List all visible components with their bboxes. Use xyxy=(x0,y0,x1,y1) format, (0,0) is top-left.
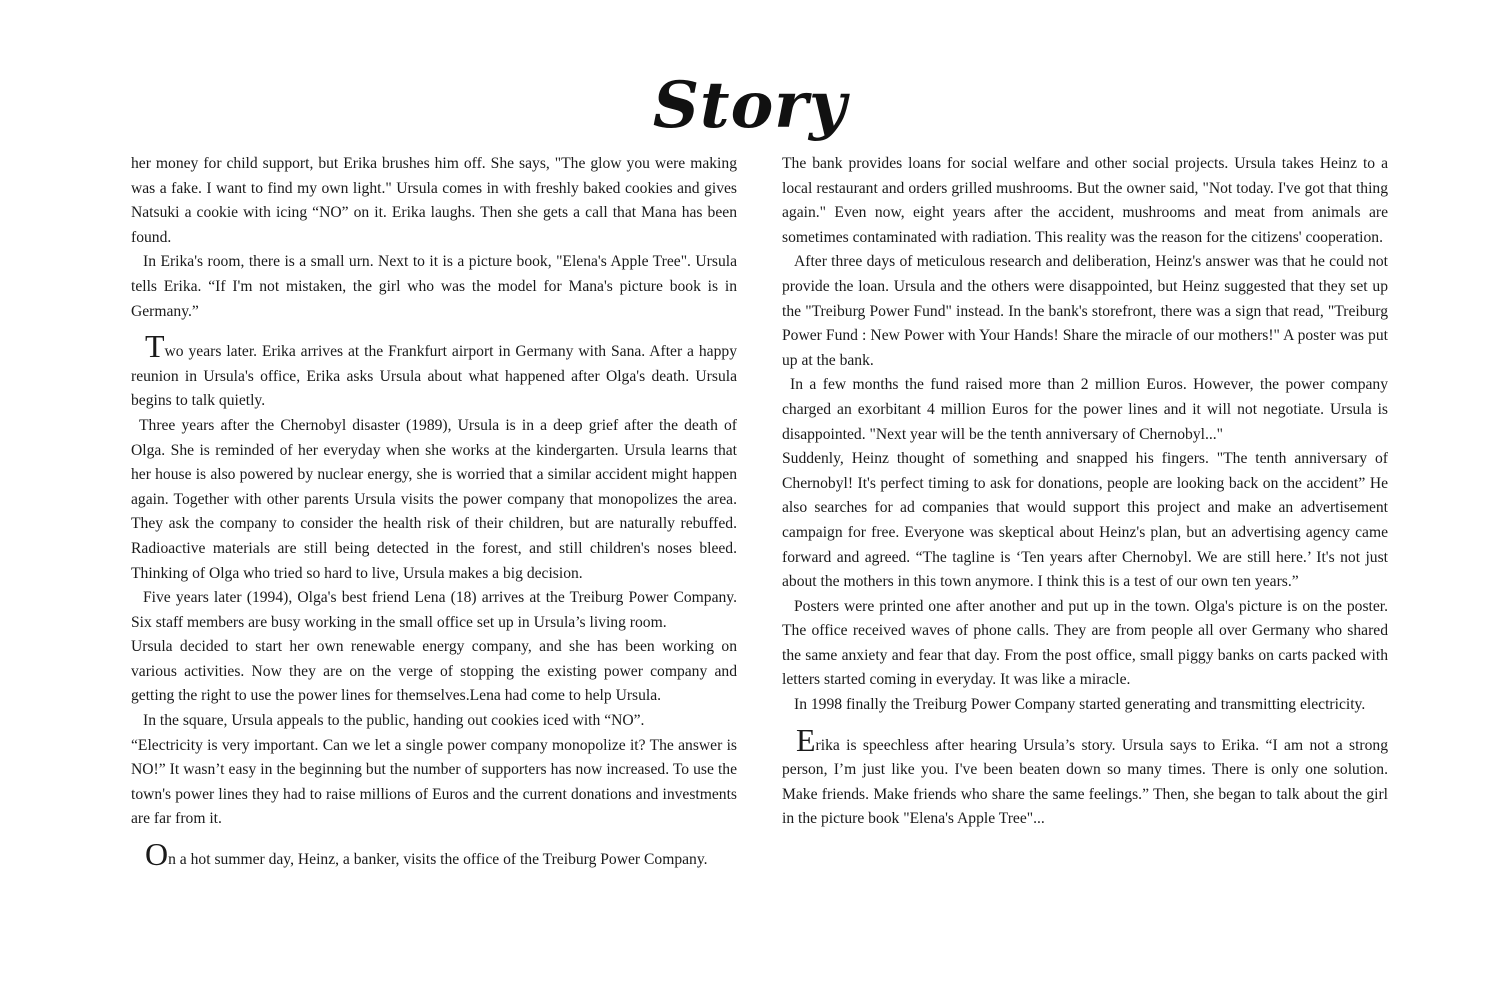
paragraph: In 1998 finally the Treiburg Power Company started generating and transmitting electricity. xyxy=(794,696,1366,714)
paragraph: her money for child support, but Erika brushes him off. She says, "The glow you were making was a fake. I want to find my own light." Ursula comes in with freshly baked cookies and gives Natsuki a cookie with icing “NO” on it. Erika laughs. Then she gets a call that Mana has been found. xyxy=(131,155,737,246)
paragraph: Posters were printed one after another and put up in the town. Olga's picture is on the poster. The office received waves of phone calls. They are from people all over Germany who shared the same anxiety and fear that day. From the post office, small piggy banks on carts packed with letters started coming in everyday. It was like a miracle. xyxy=(782,597,1388,689)
drop-cap: E xyxy=(796,721,816,758)
drop-cap: T xyxy=(145,328,165,365)
paragraph-text: rika is speechless after hearing Ursula’s story. Ursula says to Erika. “I am not a strong person, I’m just like you. I've been beaten down so many times. There is only one solution. Make friends. Make friends who share the same feelings.” Then, she began to talk about the girl in the picture book "Elena's Apple Tree"... xyxy=(782,736,1388,828)
paragraph: After three days of meticulous research and deliberation, Heinz's answer was that he could not provide the loan. Ursula and the others were disappointed, but Heinz suggested that they set up the "Treiburg Power Fund" instead. In the bank's storefront, there was a sign that read, "Treiburg Power Fund : New Power with Your Hands! Share the miracle of our mothers!" A poster was put up at the bank. xyxy=(782,253,1388,369)
paragraph: In the square, Ursula appeals to the public, handing out cookies iced with “NO”. xyxy=(143,712,645,730)
paragraph: Suddenly, Heinz thought of something and snapped his fingers. "The tenth anniversary of Chernobyl! It's perfect timing to ask for donations, people are looking back on the accident” He also searches for ad companies that would support this project and make an advertisement campaign for free. Everyone was skeptical about Heinz's plan, but an advertising agency came forward and agreed. “The tagline is ‘Ten years after Chernobyl. We are still here.’ It's not just about the mothers in this town anymore. I think this is a test of our own ten years.” xyxy=(782,450,1388,591)
paragraph-text: n a hot summer day, Heinz, a banker, visits the office of the Treiburg Power Company. xyxy=(168,851,708,869)
paragraph: Five years later (1994), Olga's best friend Lena (18) arrives at the Treiburg Power Company. Six staff members are busy working in the small office set up in Ursula’s living room. xyxy=(131,589,737,631)
paragraph xyxy=(782,721,1388,832)
paragraph-text: wo years later. Erika arrives at the Frankfurt airport in Germany with Sana. After a happy reunion in Ursula's office, Erika asks Ursula about what happened after Olga's death. Ursula begins to talk quietly. xyxy=(131,343,737,410)
right-column xyxy=(782,152,1388,832)
drop-cap: O xyxy=(145,836,169,873)
paragraph: Ursula decided to start her own renewable energy company, and she has been working on various activities. Now they are on the verge of stopping the existing power company and getting the right to use the power lines for themselves.Lena had come to help Ursula. xyxy=(131,638,737,705)
left-column xyxy=(131,152,737,873)
paragraph: The bank provides loans for social welfare and other social projects. Ursula takes Heinz to a local restaurant and orders grilled mushrooms. But the owner said, "Not today. I've got that thing again." Even now, eight years after the accident, mushrooms and meat from animals are sometimes contaminated with radiation. This reality was the reason for the citizens' cooperation. xyxy=(782,155,1388,246)
paragraph: In Erika's room, there is a small urn. Next to it is a picture book, "Elena's Apple Tree". Ursula tells Erika. “If I'm not mistaken, the girl who was the model for Mana's picture book is in Germany.” xyxy=(131,253,737,320)
paragraph: In a few months the fund raised more than 2 million Euros. However, the power company charged an exorbitant 4 million Euros for the power lines and it will not negotiate. Ursula is disappointed. "Next year will be the tenth anniversary of Chernobyl..." xyxy=(782,376,1388,443)
paragraph: “Electricity is very important. Can we let a single power company monopolize it? The answer is NO!” It wasn’t easy in the beginning but the number of supporters has now increased. To use the town's power lines they had to raise millions of Euros and the current donations and investments are far from it. xyxy=(131,736,737,828)
paragraph xyxy=(131,328,737,414)
page-title: Story xyxy=(652,67,848,143)
paragraph: Three years after the Chernobyl disaster (1989), Ursula is in a deep grief after the death of Olga. She is reminded of her everyday when she works at the kindergarten. Ursula learns that her house is also powered by nuclear energy, she is worried that a similar accident might happen again. Together with other parents Ursula visits the power company that monopolizes the area. They ask the company to consider the health risk of their children, but are naturally rebuffed. Radioactive materials are still being detected in the forest, and still children's noses bleed. Thinking of Olga who tried so hard to live, Ursula makes a big decision. xyxy=(131,416,737,582)
paragraph xyxy=(131,836,737,873)
